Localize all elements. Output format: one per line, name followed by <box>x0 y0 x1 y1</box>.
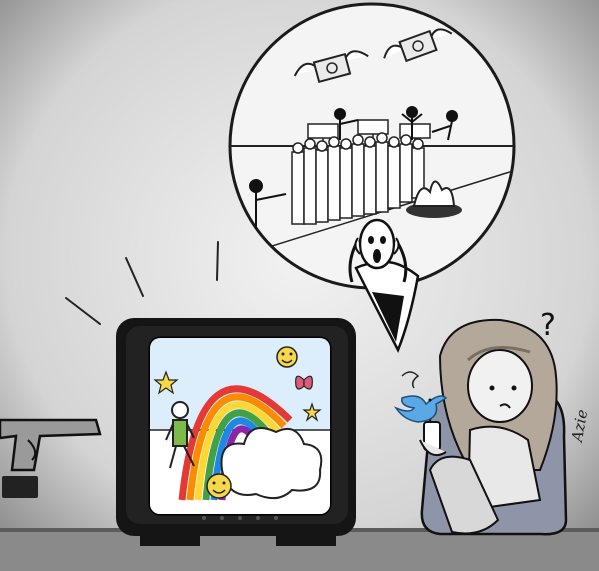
girl-on-phone <box>420 320 566 534</box>
question-mark: ? <box>540 308 556 343</box>
artist-signature: Azie <box>568 408 592 444</box>
tv-screen <box>150 338 330 514</box>
television <box>116 318 356 546</box>
